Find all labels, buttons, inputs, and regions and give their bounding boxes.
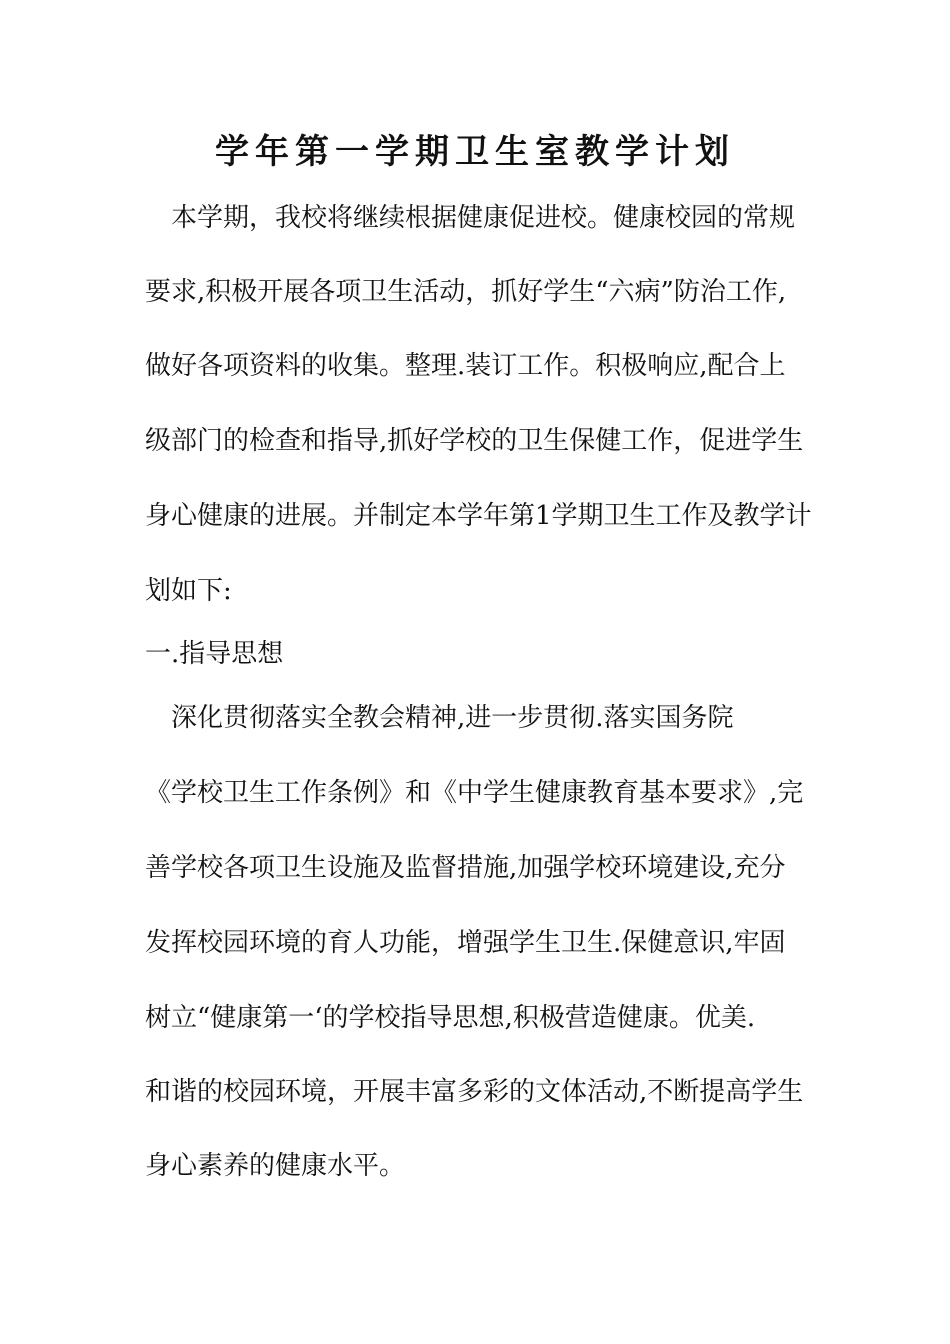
intro-line: 要求,积极开展各项卫生活动，抓好学生“六病”防治工作, [145,277,787,307]
section-heading: 一.指导思想 [145,639,284,669]
section-line: 身心素养的健康水平。 [145,1151,406,1181]
document-title: 学年第一学期卫生室教学计划 [215,132,735,172]
section-line: 发挥校园环境的育人功能，增强学生卫生.保健意识,牢固 [145,928,786,958]
section-line: 深化贯彻落实全教会精神,进一步贯彻.落实国务院 [145,703,734,733]
section-line: 善学校各项卫生设施及监督措施,加强学校环境建设,充分 [145,853,786,883]
section-line: 《学校卫生工作条例》和《中学生健康教育基本要求》,完 [145,778,804,808]
intro-line: 做好各项资料的收集。整理.装订工作。积极响应,配合上 [145,351,786,381]
section-line: 和谐的校园环境，开展丰富多彩的文体活动,不断提高学生 [145,1077,804,1107]
intro-line: 身心健康的进展。并制定本学年第1学期卫生工作及教学计 [145,501,812,531]
intro-line: 级部门的检查和指导,抓好学校的卫生保健工作，促进学生 [145,426,804,456]
section-line: 树立“健康第一‘的学校指导思想,积极营造健康。优美. [145,1003,756,1033]
intro-line: 划如下: [145,576,232,606]
intro-line: 本学期，我校将继续根据健康促进校。健康校园的常规 [145,203,796,233]
